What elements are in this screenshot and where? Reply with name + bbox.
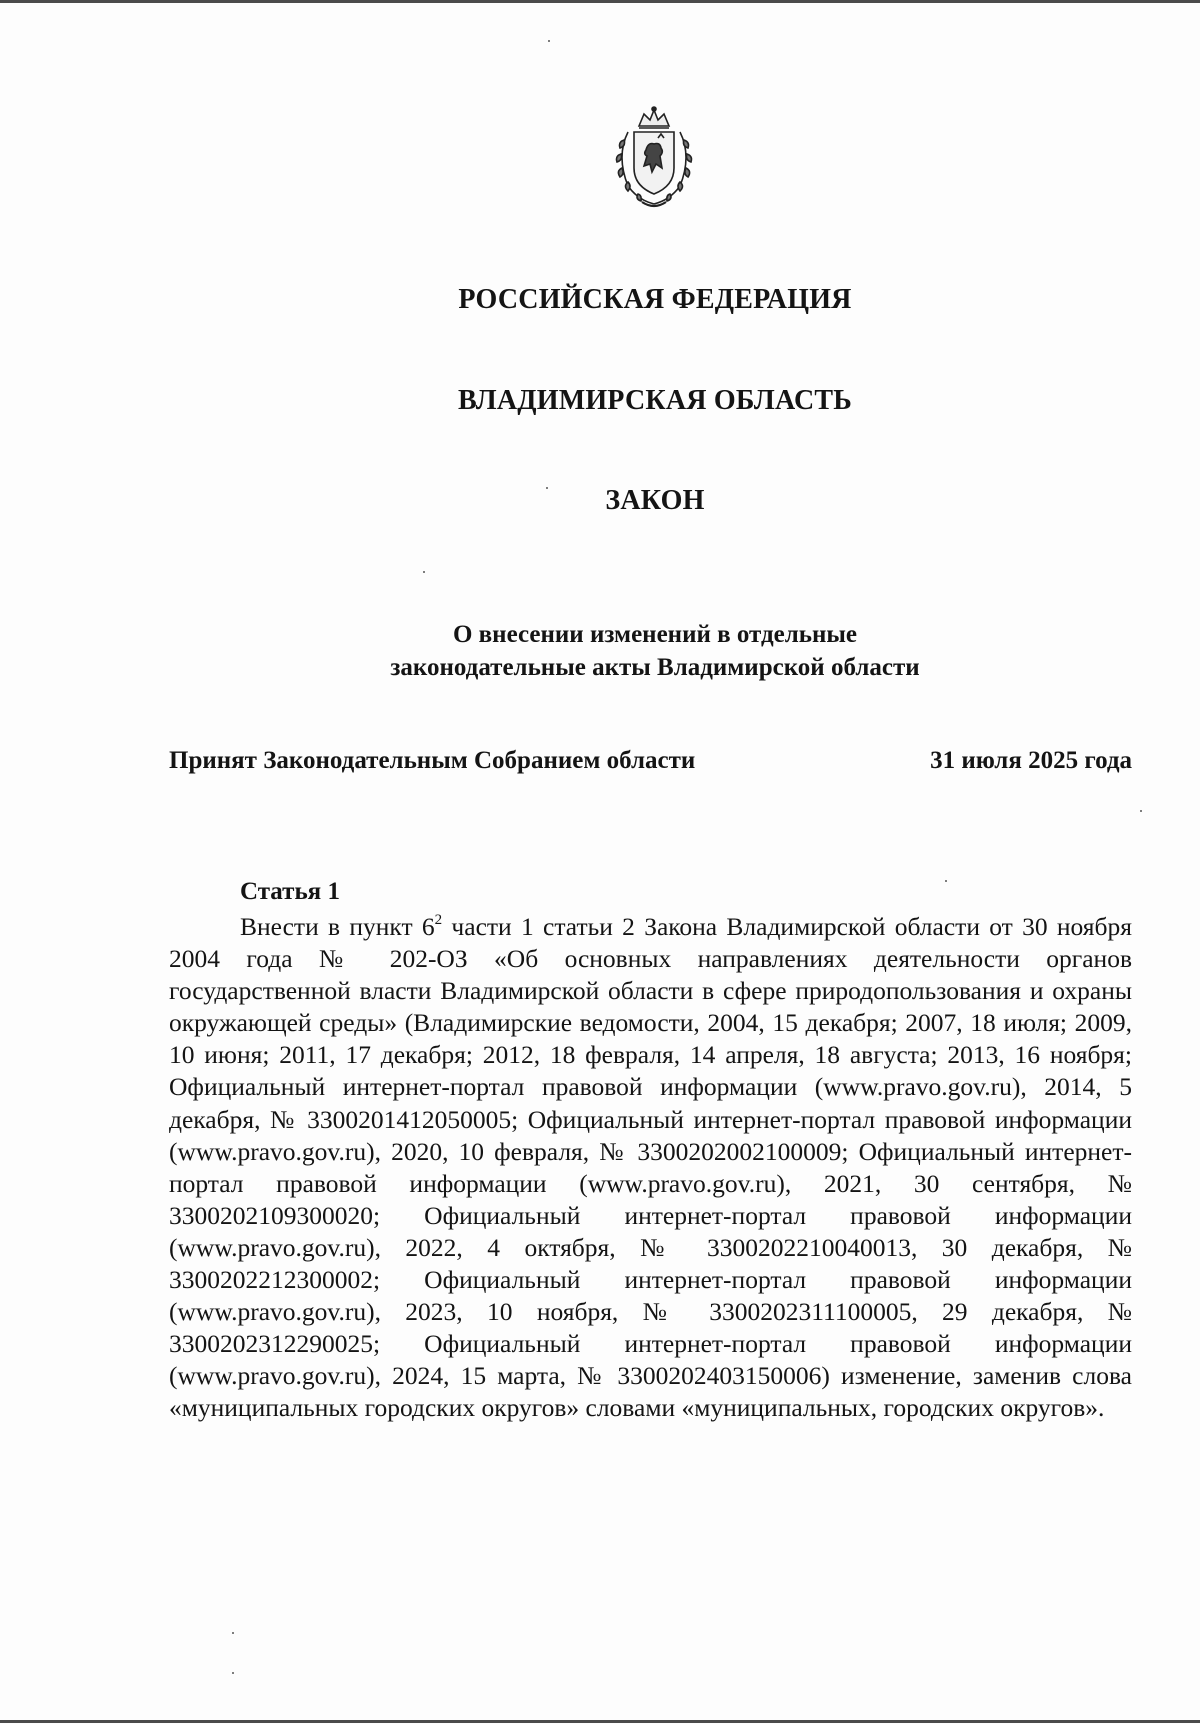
scan-speck: [232, 1632, 234, 1634]
scan-speck: [423, 571, 425, 573]
law-title-line-2: законодательные акты Владимирской области: [390, 654, 920, 681]
article-body: [169, 911, 1132, 1425]
scan-speck: [546, 487, 548, 489]
adopted-by: Принят Законодательным Собранием области: [169, 747, 696, 774]
article-text-start: Внести в пункт 6: [240, 912, 435, 941]
region-heading: ВЛАДИМИРСКАЯ ОБЛАСТЬ: [457, 385, 853, 416]
scan-speck: [548, 40, 550, 42]
law-title-line-1: О внесении изменений в отдельные: [452, 621, 858, 648]
article-text-rest: части 1 статьи 2 Закона Владимирской области от 30 ноября 2004 года № 202-ОЗ «Об основных направлениях деятельности органов государственной власти Владимирской области в сфере природопользования и охраны окружающей среды» (Владимирские ведомости, 2004, 15 декабря; 2007, 18 июля; 2009, 10 июня; 2011, 17 декабря; 2012, 18 февраля, 14 апреля, 18 августа; 2013, 16 ноября; Официальный интернет-портал правовой информации (www.pravo.gov.ru), 2014, 5 декабря, № 3300201412050005; Официальный интернет-портал правовой информации (www.pravo.gov.ru), 2020, 10 февраля, № 3300202002100009; Официальный интернет-портал правовой информации (www.pravo.gov.ru), 2021, 30 сентября, № 3300202109300020; Официальный интернет-портал правовой информации (www.pravo.gov.ru), 2022, 4 октября, № 3300202210040013, 30 декабря, № 3300202212300002; Официальный интернет-портал правовой информации (www.pravo.gov.ru), 2023, 10 ноября, № 3300202311100005, 29 декабря, № 3300202312290025; Официальный интернет-портал правовой информации (www.pravo.gov.ru), 2024, 15 марта, № 3300202403150006) изменение, заменив слова «муниципальных городских округов» словами «муниципальных, городских округов».: [169, 912, 1132, 1423]
coat-of-arms-icon: [606, 106, 702, 212]
document-type-heading: ЗАКОН: [605, 485, 705, 516]
scan-speck: [232, 1672, 234, 1674]
article-heading: Статья 1: [240, 878, 340, 905]
top-scan-edge: [0, 0, 1200, 3]
scan-speck: [1140, 810, 1142, 812]
federation-heading: РОССИЙСКАЯ ФЕДЕРАЦИЯ: [458, 284, 852, 315]
scan-speck: [945, 880, 947, 882]
adoption-date: 31 июля 2025 года: [930, 747, 1132, 774]
bottom-scan-edge: [0, 1720, 1200, 1723]
law-title: [55, 618, 1200, 684]
article-superscript: 2: [434, 912, 443, 928]
